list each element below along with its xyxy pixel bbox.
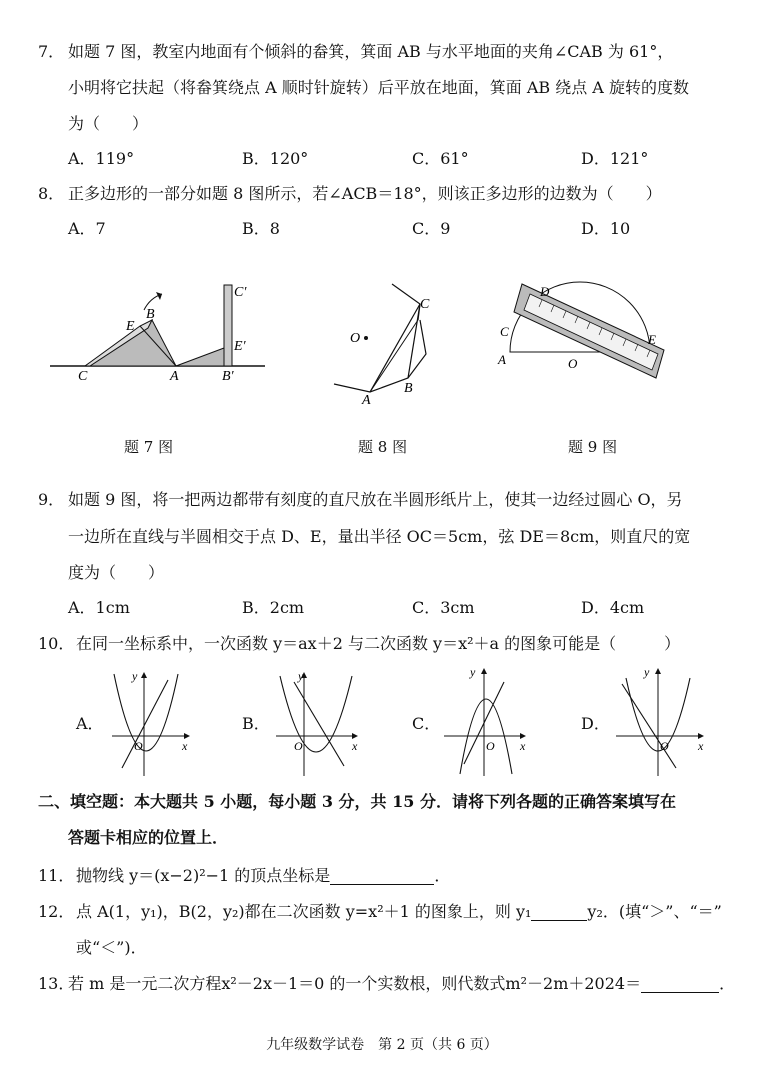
- q10-graph-d: [612, 664, 708, 778]
- fig9-label-e: E: [648, 332, 656, 347]
- q10-option-d: D．: [581, 714, 610, 733]
- q9-option-a: A．1cm: [68, 598, 130, 617]
- fig7-label-b: B: [146, 307, 155, 322]
- q13-text: 若 m 是一元二次方程x²－2x－1＝0 的一个实数根，则代数式m²－2m＋2024＝: [68, 974, 642, 993]
- fig8-label-o: O: [350, 331, 361, 346]
- q11-end: ．: [434, 866, 451, 885]
- q10-graph-b: [272, 668, 362, 778]
- q10-option-c: C．: [412, 714, 441, 733]
- q8-option-b: B．8: [242, 219, 280, 238]
- graph-c-y-label: y: [470, 665, 476, 679]
- fig7-label-e: E: [126, 319, 135, 334]
- q9-number: 9．: [38, 490, 65, 509]
- figure-9: [494, 280, 674, 390]
- q8-option-d: D．10: [581, 219, 631, 238]
- q10-graph-a: [108, 668, 194, 778]
- graph-a-origin: O: [134, 739, 143, 753]
- q7-option-a: A．119°: [68, 149, 135, 168]
- q7-line3: 为（ ）: [68, 114, 149, 133]
- q7-line2: 小明将它扶起（将畚箕绕点 A 顺时针旋转）后平放在地面，箕面 AB 绕点 A 旋转的度数: [68, 78, 689, 97]
- graph-a-y-label: y: [132, 669, 138, 683]
- graph-c-x-label: x: [520, 739, 526, 753]
- fig8-label-b: B: [404, 381, 413, 396]
- q11-answer-blank[interactable]: [330, 868, 434, 885]
- q10-line1: 在同一坐标系中，一次函数 y＝ax＋2 与二次函数 y＝x²＋a 的图象可能是（ ）: [76, 634, 681, 653]
- fig7-label-c-prime: C′: [234, 285, 247, 300]
- fig7-caption: 题 7 图: [124, 438, 174, 456]
- q9-option-b: B．2cm: [242, 598, 305, 617]
- graph-b-origin: O: [294, 739, 303, 753]
- q10-option-b: B．: [242, 714, 270, 733]
- graph-d-origin: O: [660, 739, 669, 753]
- q13-line: [68, 976, 735, 993]
- q12-line2: 或“＜”)．: [76, 938, 147, 957]
- q10-number: 10．: [38, 634, 75, 653]
- q12-line1: [76, 904, 722, 921]
- fig9-label-c: C: [500, 324, 509, 339]
- q9-option-d: D．4cm: [581, 598, 645, 617]
- q8-number: 8．: [38, 184, 65, 203]
- figure-8: [330, 280, 450, 410]
- q7-option-d: D．121°: [581, 149, 649, 168]
- graph-a-x-label: x: [182, 739, 188, 753]
- q11-text: 抛物线 y＝(x−2)²−1 的顶点坐标是: [76, 866, 331, 885]
- fig8-label-c: C: [420, 297, 430, 312]
- q13-end: ．: [719, 974, 736, 993]
- q8-option-c: C．9: [412, 219, 451, 238]
- q12-number: 12．: [38, 902, 75, 921]
- graph-c-origin: O: [486, 739, 495, 753]
- fig7-label-a: A: [170, 369, 179, 384]
- q13-answer-blank[interactable]: [641, 976, 719, 993]
- q12-text2: y₂．(填“＞”、“＝”: [587, 902, 722, 921]
- graph-b-x-label: x: [352, 739, 358, 753]
- q8-line1: 正多边形的一部分如题 8 图所示，若∠ACB＝18°，则该正多边形的边数为（ ）: [68, 184, 662, 203]
- graph-b-y-label: y: [298, 669, 304, 683]
- page-footer: 九年级数学试卷 第 2 页（共 6 页）: [266, 1037, 498, 1053]
- q12-answer-blank[interactable]: [531, 904, 587, 921]
- fig8-label-a: A: [362, 393, 371, 408]
- q7-option-b: B．120°: [242, 149, 309, 168]
- fig8-caption: 题 8 图: [358, 438, 408, 456]
- fig7-label-e-prime: E′: [234, 339, 246, 354]
- fig7-label-b-prime: B′: [222, 369, 234, 384]
- q10-graph-c: [440, 664, 530, 778]
- figure-7: [40, 280, 270, 390]
- fig9-label-o: O: [568, 356, 578, 371]
- fig9-label-a: A: [498, 352, 506, 367]
- q11-line: [76, 868, 450, 885]
- q8-option-a: A．7: [68, 219, 106, 238]
- graph-d-x-label: x: [698, 739, 704, 753]
- q7-line1: 如题 7 图，教室内地面有个倾斜的畚箕，箕面 AB 与水平地面的夹角∠CAB 为 61°，: [68, 42, 674, 61]
- section2-line2: 答题卡相应的位置上．: [68, 828, 229, 847]
- fig9-label-d: D: [540, 284, 550, 299]
- q9-line2: 一边所在直线与半圆相交于点 D、E，量出半径 OC＝5cm，弦 DE＝8cm，则直尺的宽: [68, 527, 691, 546]
- fig9-caption: 题 9 图: [568, 438, 618, 456]
- q7-option-c: C．61°: [412, 149, 469, 168]
- q9-line1: 如题 9 图，将一把两边都带有刻度的直尺放在半圆形纸片上，使其一边经过圆心 O，另: [68, 490, 683, 509]
- graph-d-y-label: y: [644, 665, 650, 679]
- q9-option-c: C．3cm: [412, 598, 475, 617]
- q10-option-a: A．: [76, 714, 104, 733]
- q7-number: 7．: [38, 42, 65, 61]
- q9-line3: 度为（ ）: [68, 563, 165, 582]
- q11-number: 11．: [38, 866, 75, 885]
- q13-number: 13．: [38, 974, 75, 993]
- fig7-label-c: C: [78, 369, 88, 384]
- section2-line1: 二、填空题：本大题共 5 小题，每小题 3 分，共 15 分．请将下列各题的正确答案填写在: [38, 792, 676, 811]
- q12-text1: 点 A(1，y₁)，B(2，y₂)都在二次函数 y=x²＋1 的图象上，则 y₁: [76, 902, 532, 921]
